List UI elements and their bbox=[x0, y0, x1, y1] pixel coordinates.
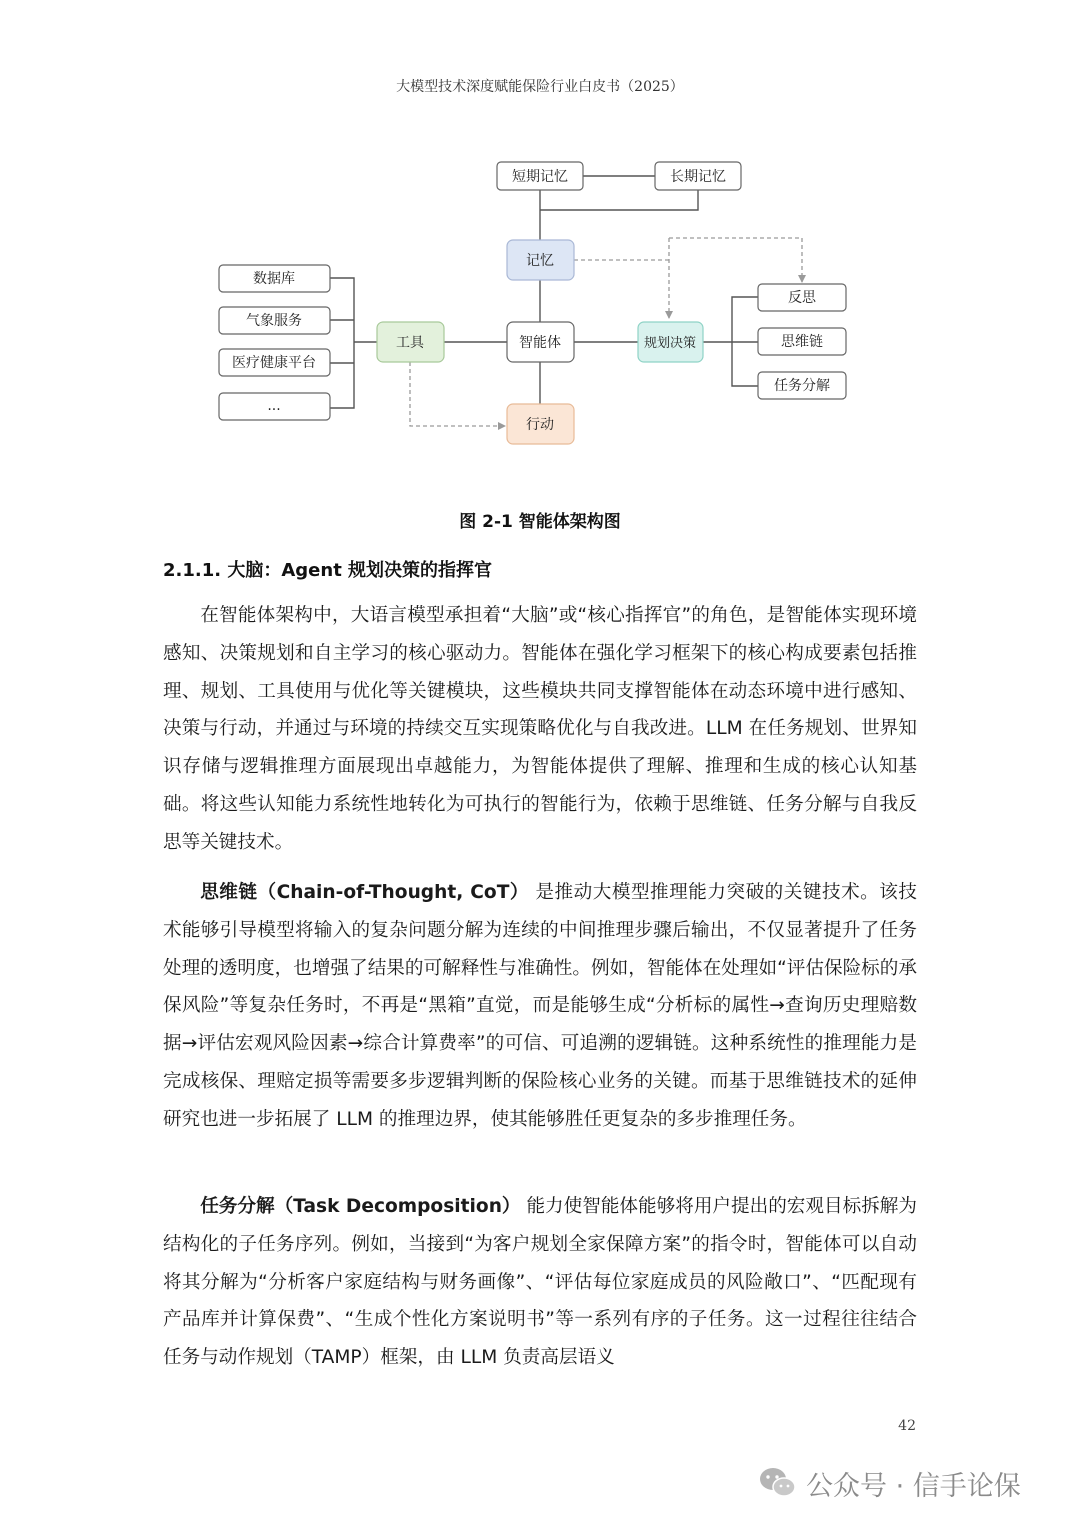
node-weather bbox=[219, 307, 330, 334]
node-memory bbox=[507, 240, 574, 280]
figure-caption: 图 2-1 智能体架构图 bbox=[459, 512, 621, 532]
section-heading: 2.1.1. 大脑：Agent 规划决策的指挥官 bbox=[163, 560, 493, 581]
tools-to-action-arrow bbox=[410, 362, 505, 426]
document-header-title: 大模型技术深度赋能保险行业白皮书（2025） bbox=[396, 79, 684, 95]
node-agent-label: 智能体 bbox=[519, 335, 561, 351]
node-task-decomp bbox=[758, 372, 846, 399]
node-reflection-label: 反思 bbox=[788, 290, 816, 306]
node-action-label: 行动 bbox=[526, 417, 554, 433]
node-short-memory bbox=[497, 162, 583, 190]
wechat-icon bbox=[758, 1466, 798, 1500]
node-weather-label: 气象服务 bbox=[246, 313, 302, 329]
node-more-label: ... bbox=[267, 398, 281, 414]
node-long-memory bbox=[655, 162, 741, 190]
node-planning bbox=[638, 322, 703, 362]
paragraph-task-decomposition bbox=[163, 1188, 917, 1377]
node-database bbox=[219, 265, 330, 292]
solid-connectors bbox=[330, 176, 758, 408]
node-more bbox=[219, 393, 330, 420]
node-tools bbox=[377, 322, 444, 362]
node-database-label: 数据库 bbox=[253, 271, 295, 287]
paragraph-cot-text: 是推动大模型推理能力突破的关键技术。该技术能够引导模型将输入的复杂问题分解为连续的中间推理步骤后输出，不仅显著提升了任务处理的透明度，也增强了结果的可解释性与准确性。例如，智能体在处理如“评估保险标的承保风险”等复杂任务时，不再是“黑箱”直觉，而是能够生成“分析标的属性→查询历史理赔数据→评估宏观风险因素→综合计算费率”的可信、可追溯的逻辑链。这种系统性的推理能力是完成核保、理赔定损等需要多步逻辑判断的保险核心业务的关键。而基于思维链技术的延伸研究也进一步拓展了 LLM 的推理边界，使其能够胜任更复杂的多步推理任务。 bbox=[163, 882, 917, 1130]
watermark-text: 公众号 · 信手论保 bbox=[806, 1470, 1021, 1502]
node-long-memory-label: 长期记忆 bbox=[670, 169, 726, 185]
planning-to-reflection-arrow bbox=[669, 238, 802, 282]
node-cot bbox=[758, 328, 846, 355]
agent-architecture-diagram bbox=[0, 0, 1080, 470]
paragraph-intro bbox=[163, 597, 917, 862]
node-health-label: 医疗健康平台 bbox=[232, 355, 316, 371]
node-action bbox=[507, 404, 574, 444]
page-number: 42 bbox=[898, 1418, 916, 1434]
node-planning-label: 规划决策 bbox=[643, 336, 697, 351]
node-agent bbox=[507, 322, 574, 362]
dashed-connectors bbox=[410, 238, 802, 426]
node-cot-label: 思维链 bbox=[781, 334, 823, 350]
node-short-memory-label: 短期记忆 bbox=[512, 169, 568, 185]
node-tools-label: 工具 bbox=[396, 335, 424, 351]
paragraph-task-decomposition-text: 能力使智能体能够将用户提出的宏观目标拆解为结构化的子任务序列。例如，当接到“为客户规划全家保障方案”的指令时，智能体可以自动将其分解为“分析客户家庭结构与财务画像”、“评估每位家庭成员的风险敞口”、“匹配现有产品库并计算保费”、“生成个性化方案说明书”等一系列有序的子任务。这一过程往往结合任务与动作规划（TAMP）框架，由 LLM 负责高层语义 bbox=[163, 1196, 917, 1369]
paragraph-task-decomposition-term: 任务分解（Task Decomposition） bbox=[200, 1196, 521, 1217]
paragraph-intro-text: 在智能体架构中，大语言模型承担着“大脑”或“核心指挥官”的角色，是智能体实现环境感知、决策规划和自主学习的核心驱动力。智能体在强化学习框架下的核心构成要素包括推理、规划、工具使用与优化等关键模块，这些模块共同支撑智能体在动态环境中进行感知、决策与行动，并通过与环境的持续交互实现策略优化与自我改进。LLM 在任务规划、世界知识存储与逻辑推理方面展现出卓越能力，为智能体提供了理解、推理和生成的核心认知基础。将这些认知能力系统性地转化为可执行的智能行为，依赖于思维链、任务分解与自我反思等关键技术。 bbox=[163, 605, 917, 853]
node-reflection bbox=[758, 284, 846, 311]
node-task-decomp-label: 任务分解 bbox=[774, 378, 830, 394]
paragraph-cot-term: 思维链（Chain-of-Thought, CoT） bbox=[200, 882, 530, 903]
watermark bbox=[758, 1463, 1021, 1503]
node-health bbox=[219, 349, 330, 376]
paragraph-cot bbox=[163, 874, 917, 1139]
node-memory-label: 记忆 bbox=[526, 253, 554, 269]
